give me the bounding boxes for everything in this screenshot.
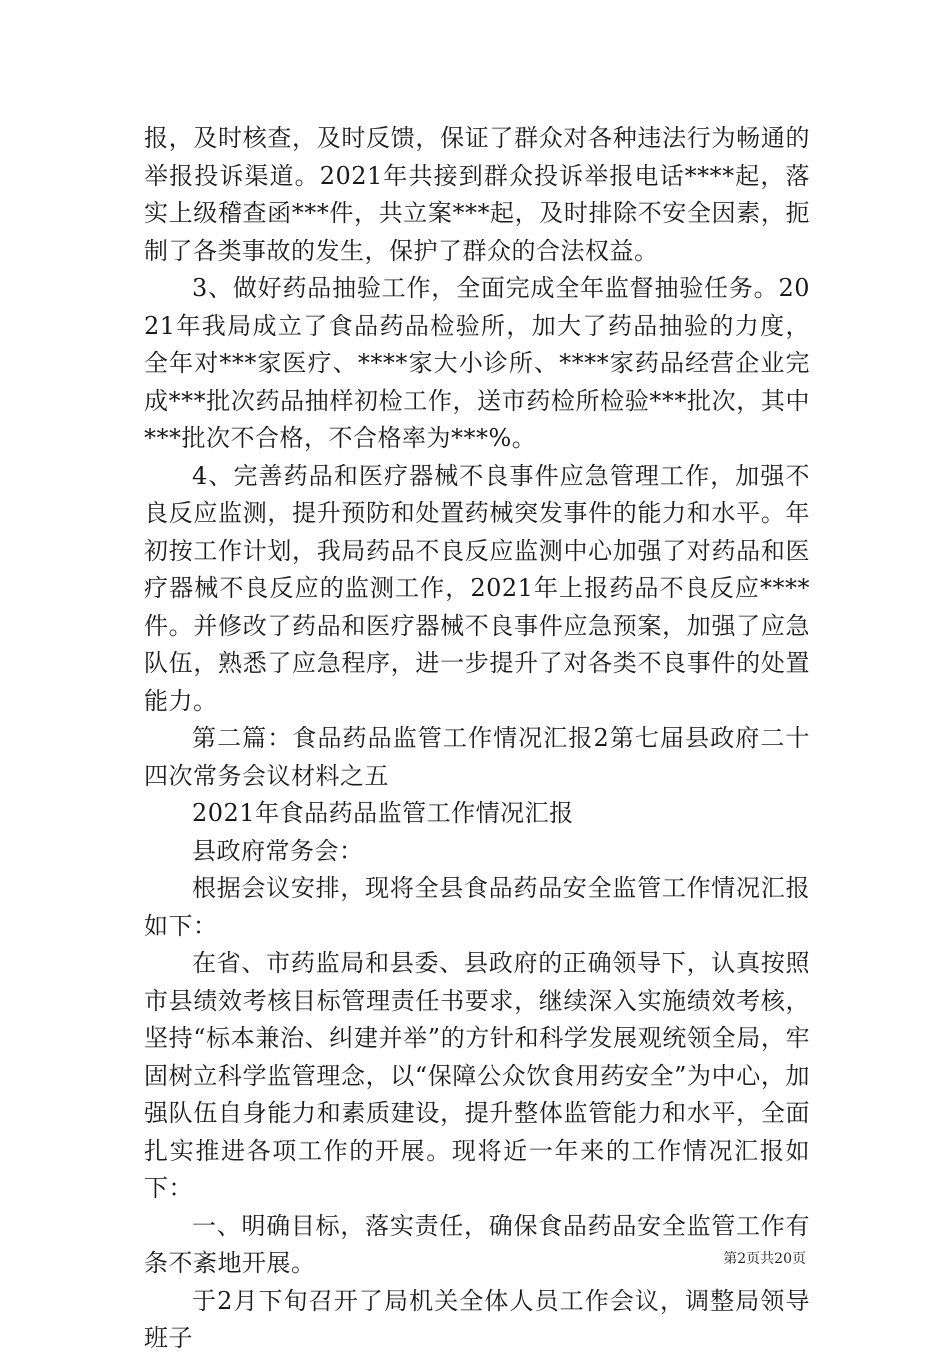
- subsection-heading: 一、明确目标，落实责任，确保食品药品安全监管工作有条不紊地开展。: [144, 1211, 810, 1277]
- paragraph-continuation: 报，及时核查，及时反馈，保证了群众对各种违法行为畅通的举报投诉渠道。2021年共接到群众投诉举报电话****起，落实上级稽查函***件，共立案***起，及时排除不安全因素，扼制了各类事故的发生，保护了群众的合法权益。: [144, 124, 810, 265]
- document-body: [144, 120, 810, 1358]
- page-number: 第2页共20页: [723, 1251, 806, 1267]
- salutation: 县政府常务会：: [192, 836, 364, 865]
- report-title: 2021年食品药品监管工作情况汇报: [192, 799, 574, 827]
- body-paragraph: 在省、市药监局和县委、县政府的正确领导下，认真按照市县绩效考核目标管理责任书要求，继续深入实施绩效考核，坚持“标本兼治、纠建并举”的方针和科学发展观统领全局，牢固树立科学监管理念，以“保障公众饮食用药安全”为中心，加强队伍自身能力和素质建设，提升整体监管能力和水平，全面扎实推进各项工作的开展。现将近一年来的工作情况汇报如下：: [144, 949, 810, 1202]
- intro-paragraph: 根据会议安排，现将全县食品药品安全监管工作情况汇报如下：: [144, 874, 810, 940]
- body-paragraph-cut: 于2月下旬召开了局机关全体人员工作会议，调整局领导班子: [144, 1286, 810, 1352]
- section-heading: 第二篇：食品药品监管工作情况汇报2第七届县政府二十四次常务会议材料之五: [144, 724, 810, 790]
- paragraph-item-3: 3、做好药品抽验工作，全面完成全年监督抽验任务。2021年我局成立了食品药品检验所，加大了药品抽验的力度，全年对***家医疗、****家大小诊所、****家药品经营企业完成***批次药品抽样初检工作，送市药检所检验***批次，其中***批次不合格，不合格率为***%。: [144, 274, 810, 452]
- paragraph-item-4: 4、完善药品和医疗器械不良事件应急管理工作，加强不良反应监测，提升预防和处置药械突发事件的能力和水平。年初按工作计划，我局药品不良反应监测中心加强了对药品和医疗器械不良反应的监测工作，2021年上报药品不良反应****件。并修改了药品和医疗器械不良事件应急预案，加强了应急队伍，熟悉了应急程序，进一步提升了对各类不良事件的处置能力。: [144, 461, 810, 715]
